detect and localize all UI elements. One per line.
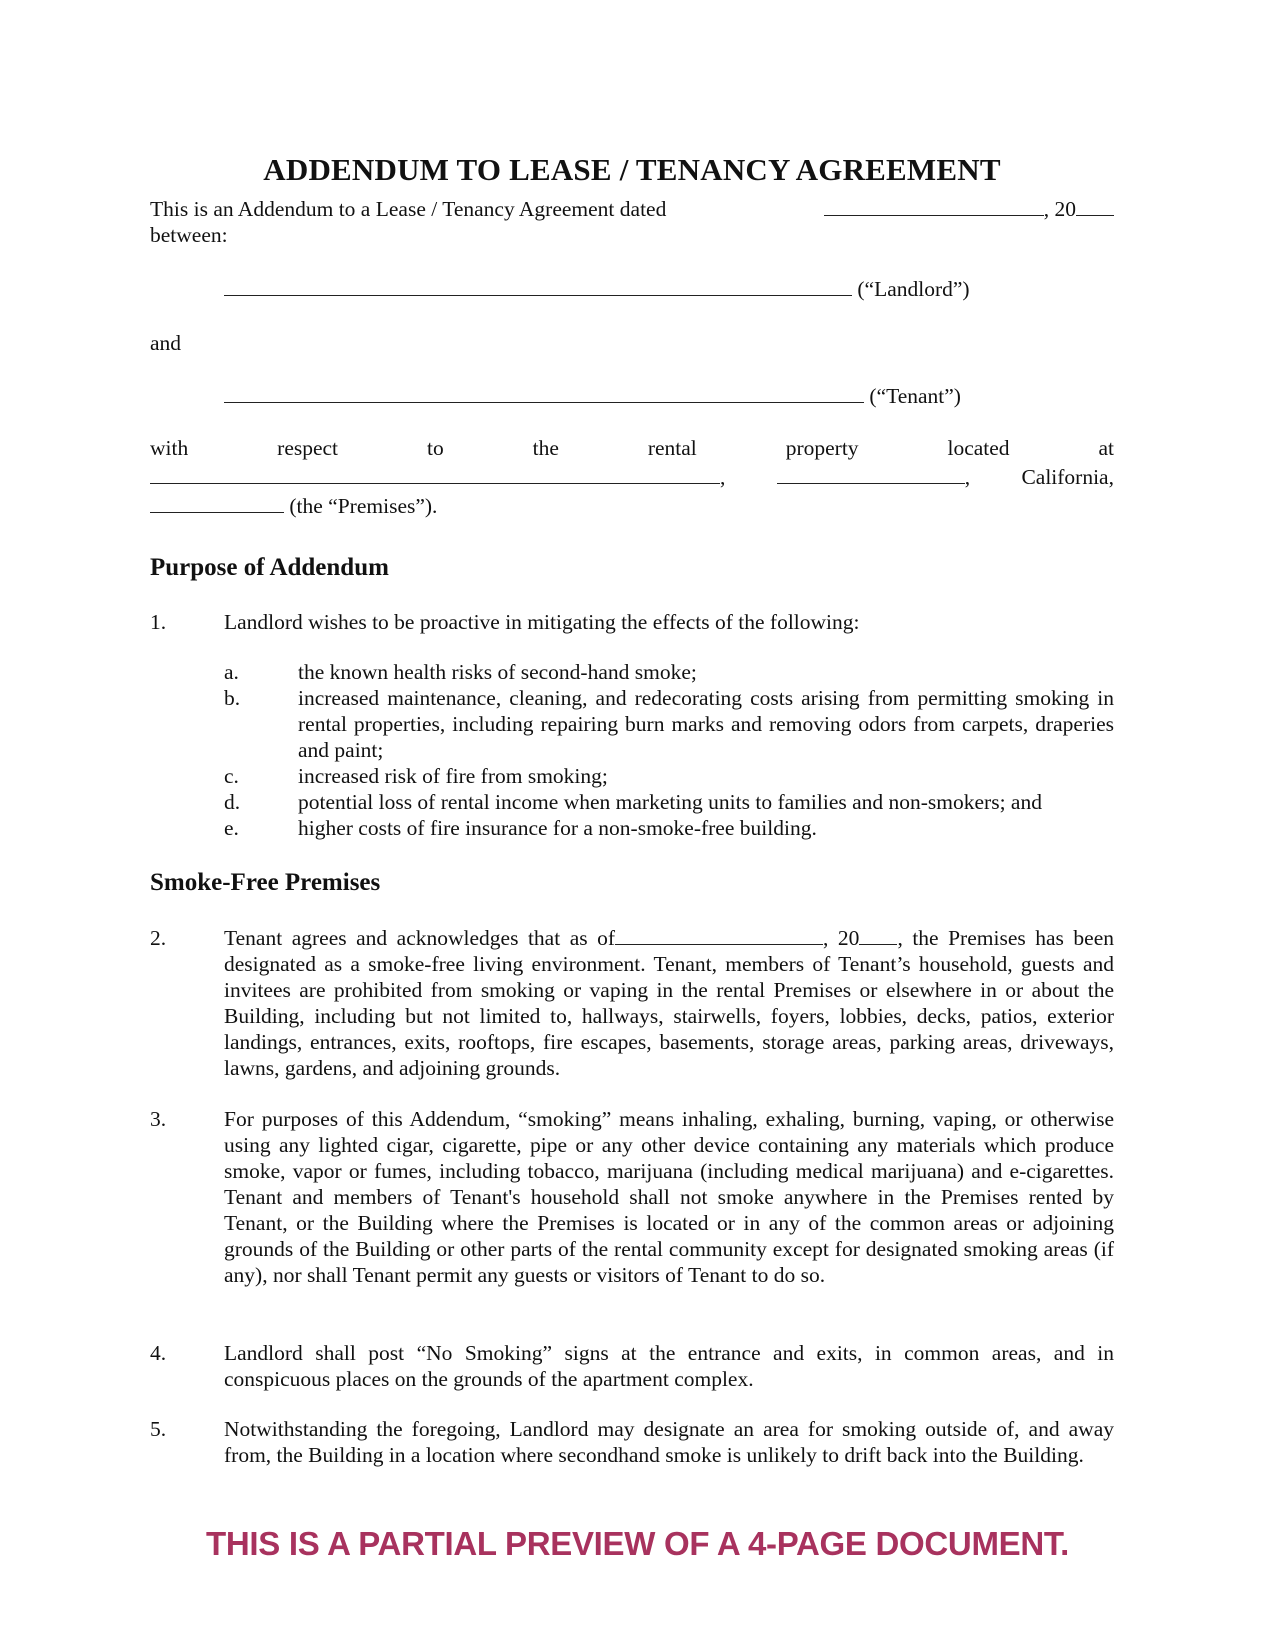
section-heading-smoke-free: Smoke-Free Premises [150, 869, 381, 896]
item-text: For purposes of this Addendum, “smoking” means inhaling, exhaling, burning, vaping, or otherwise using any lighted cigar, cigarette, pipe or any other device containing any materials which produce smoke, vapor or fumes, including tobacco, marijuana (including medical marijuana) and e-cigarettes. Tenant and members of Tenant's household shall not smoke anywhere in the Premises rented by Tenant, or the Building where the Premises is located or in any of the common areas or adjoining grounds of the Building or other parts of the rental community except for designated smoking areas (if any), nor shall Tenant permit any guests or visitors of Tenant to do so. [224, 1107, 1114, 1287]
subitem-text: potential loss of rental income when marketing units to families and non-smokers; and [298, 790, 1042, 814]
property-line-1 [150, 435, 1114, 461]
intro-line-2: between: [150, 223, 228, 247]
tenant-label: (“Tenant”) [869, 384, 961, 408]
item-number: 2. [150, 926, 167, 950]
year-blank[interactable] [1076, 197, 1114, 216]
intro-text: This is an Addendum to a Lease / Tenancy Agreement dated [150, 197, 667, 221]
subitem-letter: c. [224, 764, 239, 788]
item-number: 1. [150, 610, 167, 634]
city-blank[interactable] [777, 465, 965, 484]
intro-line-1 [150, 196, 1114, 222]
item-text [224, 925, 1114, 1081]
partial-preview-banner: THIS IS A PARTIAL PREVIEW OF A 4-PAGE DOCUMENT. [206, 1525, 1069, 1562]
item-number: 3. [150, 1107, 167, 1131]
item-text: Notwithstanding the foregoing, Landlord may designate an area for smoking outside of, and away from, the Building in a location where secondhand smoke is unlikely to drift back into the Building. [224, 1417, 1114, 1467]
smoke-free-date-blank[interactable] [615, 926, 823, 945]
subitem-letter: e. [224, 816, 239, 840]
year-blank[interactable] [859, 926, 897, 945]
subitem-letter: b. [224, 686, 241, 710]
landlord-name-blank[interactable] [224, 277, 852, 296]
subitem-list [224, 659, 1114, 841]
date-blank[interactable] [824, 197, 1044, 216]
comma: , [964, 465, 971, 489]
subitem-letter: a. [224, 660, 239, 684]
year-prefix: , 20 [1043, 197, 1076, 221]
subitem [224, 685, 1114, 763]
agreement-date-field[interactable] [824, 196, 1114, 222]
item-text: Landlord wishes to be proactive in mitigating the effects of the following: [224, 610, 860, 634]
zip-code-blank[interactable] [150, 494, 284, 513]
property-word: rental [647, 436, 697, 460]
property-line-3 [150, 493, 437, 519]
premises-label: (the “Premises”). [289, 494, 438, 518]
subitem-text: the known health risks of second-hand smoke; [298, 660, 697, 684]
landlord-line [224, 276, 970, 302]
landlord-label: (“Landlord”) [857, 277, 970, 301]
property-word: with [150, 436, 189, 460]
item-number: 5. [150, 1417, 167, 1441]
comma: , [720, 465, 726, 489]
item-text: Landlord shall post “No Smoking” signs at the entrance and exits, in common areas, and in conspicuous places on the grounds of the apartment complex. [224, 1341, 1114, 1391]
state-label: California, [1021, 465, 1114, 489]
subitem [224, 815, 1114, 841]
property-line-2 [150, 464, 1114, 490]
property-word: located [947, 436, 1010, 460]
item-text-prefix: Tenant agrees and acknowledges that as of [224, 926, 616, 950]
subitem-text: increased maintenance, cleaning, and redecorating costs arising from permitting smoking in rental properties, including repairing burn marks and removing odors from carpets, draperies and paint; [298, 686, 1114, 762]
and-label: and [150, 331, 182, 355]
subitem-letter: d. [224, 790, 241, 814]
year-prefix: , 20 [823, 926, 860, 950]
item-text-rest: , the Premises has been designated as a smoke-free living environment. Tenant, members of Tenant’s household, guests and invitees are prohibited from smoking or vaping in the rental Premises or elsewhere in or about the Building, including but not limited to, hallways, stairwells, foyers, lobbies, decks, patios, exterior landings, entrances, exits, rooftops, fire escapes, basements, storage areas, parking areas, driveways, lawns, gardens, and adjoining grounds. [224, 926, 1114, 1080]
subitem [224, 763, 1114, 789]
document-title: ADDENDUM TO LEASE / TENANCY AGREEMENT [263, 152, 1001, 187]
subitem [224, 789, 1114, 815]
property-word: at [1098, 436, 1114, 460]
tenant-name-blank[interactable] [224, 384, 864, 403]
property-word: the [532, 436, 559, 460]
section-heading-purpose: Purpose of Addendum [150, 554, 389, 581]
property-word: respect [277, 436, 339, 460]
subitem-text: higher costs of fire insurance for a non-smoke-free building. [298, 816, 817, 840]
property-word: property [785, 436, 859, 460]
property-word: to [426, 436, 444, 460]
tenant-line [224, 383, 961, 409]
subitem-text: increased risk of fire from smoking; [298, 764, 608, 788]
subitem [224, 659, 1114, 685]
item-number: 4. [150, 1341, 167, 1365]
street-address-blank[interactable] [150, 465, 720, 484]
